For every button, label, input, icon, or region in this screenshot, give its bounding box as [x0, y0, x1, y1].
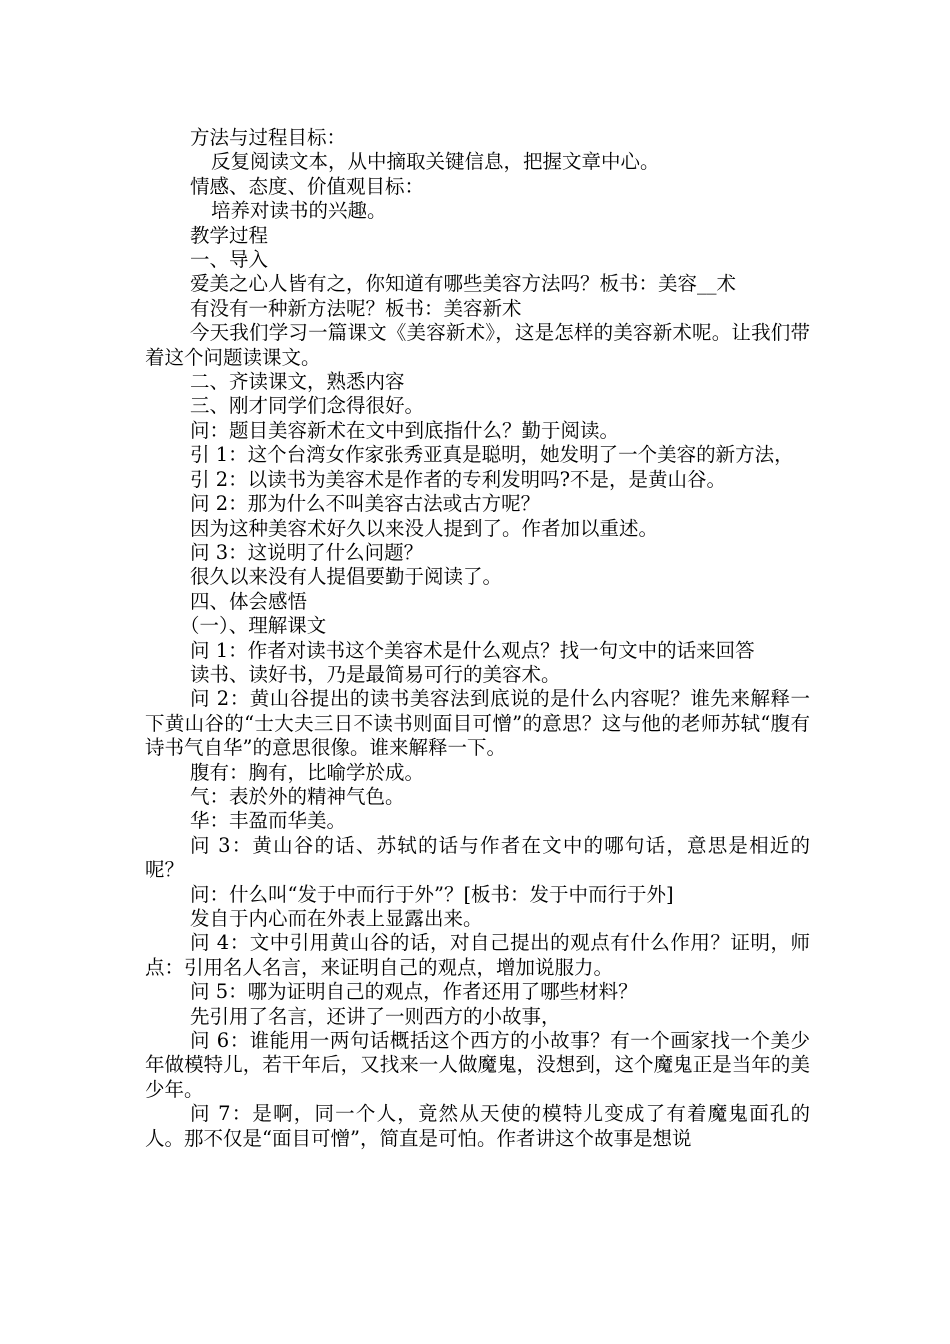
- paragraph: 反复阅读文本，从中摘取关键信息，把握文章中心。: [211, 150, 660, 174]
- paragraph: 今天我们学习一篇课文《美容新术》，这是怎样的美容新术呢。让我们带着这个问题读课文。: [145, 321, 810, 369]
- paragraph: 问 7：是啊，同一个人，竟然从天使的模特儿变成了有着魔鬼面孔的人。那不仅是“面目可憎”，简直是可怕。作者讲这个故事是想说: [145, 1102, 810, 1150]
- paragraph: 气：表於外的精神气色。: [190, 784, 405, 808]
- paragraph: 方法与过程目标：: [190, 126, 347, 149]
- section-heading: 一、导入: [190, 248, 269, 272]
- section-heading: 三、刚才同学们念得很好。: [190, 394, 425, 418]
- paragraph: 华：丰盈而华美。: [190, 809, 347, 833]
- paragraph: 问 6：谁能用一两句话概括这个西方的小故事？有一个画家找一个美少年做模特儿，若干年后，又找来一人做魔鬼，没想到，这个魔鬼正是当年的美少年。: [145, 1029, 810, 1101]
- subsection-heading: （一）、理解课文: [180, 614, 327, 638]
- paragraph: 爱美之心人皆有之，你知道有哪些美容方法吗？板书：美容__术: [190, 272, 737, 296]
- paragraph: 引 1：这个台湾女作家张秀亚真是聪明，她发明了一个美容的新方法，: [190, 443, 794, 467]
- paragraph: 培养对读书的兴趣。: [211, 199, 387, 223]
- section-heading: 教学过程: [190, 223, 269, 247]
- paragraph: 读书、读好书，乃是最简易可行的美容术。: [190, 662, 561, 686]
- paragraph: 腹有：胸有，比喻学於成。: [190, 760, 425, 784]
- paragraph: 因为这种美容术好久以来没人提到了。作者加以重述。: [190, 516, 659, 540]
- paragraph: 情感、态度、价值观目标：: [190, 174, 425, 198]
- section-heading: 四、体会感悟: [190, 589, 308, 613]
- document-body: [145, 126, 810, 1151]
- paragraph: 问：什么叫“发于中而行于外”？[板书：发于中而行于外]: [190, 882, 674, 906]
- paragraph: 先引用了名言，还讲了一则西方的小故事，: [190, 1004, 561, 1028]
- paragraph: 问 2：黄山谷提出的读书美容法到底说的是什么内容呢？谁先来解释一下黄山谷的“士大夫三日不读书则面目可憎”的意思？这与他的老师苏轼“腹有诗书气自华”的意思很像。谁来解释一下。: [145, 687, 810, 760]
- paragraph: 问 3：这说明了什么问题？: [190, 540, 424, 564]
- paragraph: 有没有一种新方法呢？板书：美容新术: [190, 296, 522, 320]
- paragraph: 问 4：文中引用黄山谷的话，对自己提出的观点有什么作用？证明，师点：引用名人名言，来证明自己的观点，增加说服力。: [145, 931, 810, 979]
- paragraph: 问 2：那为什么不叫美容古法或古方呢？: [190, 492, 541, 516]
- paragraph: 问 1：作者对读书这个美容术是什么观点？找一句文中的话来回答: [190, 638, 755, 662]
- paragraph: 问：题目美容新术在文中到底指什么？勤于阅读。: [190, 418, 620, 442]
- paragraph: 发自于内心而在外表上显露出来。: [190, 907, 483, 930]
- paragraph: 问 5：哪为证明自己的观点，作者还用了哪些材料？: [190, 980, 638, 1004]
- paragraph: 很久以来没有人提倡要勤于阅读了。: [190, 565, 503, 589]
- section-heading: 二、齐读课文，熟悉内容: [190, 370, 405, 394]
- paragraph: 问 3：黄山谷的话、苏轼的话与作者在文中的哪句话，意思是相近的呢？: [145, 833, 810, 882]
- paragraph: 引 2：以读书为美容术是作者的专利发明吗?不是，是黄山谷。: [190, 467, 727, 491]
